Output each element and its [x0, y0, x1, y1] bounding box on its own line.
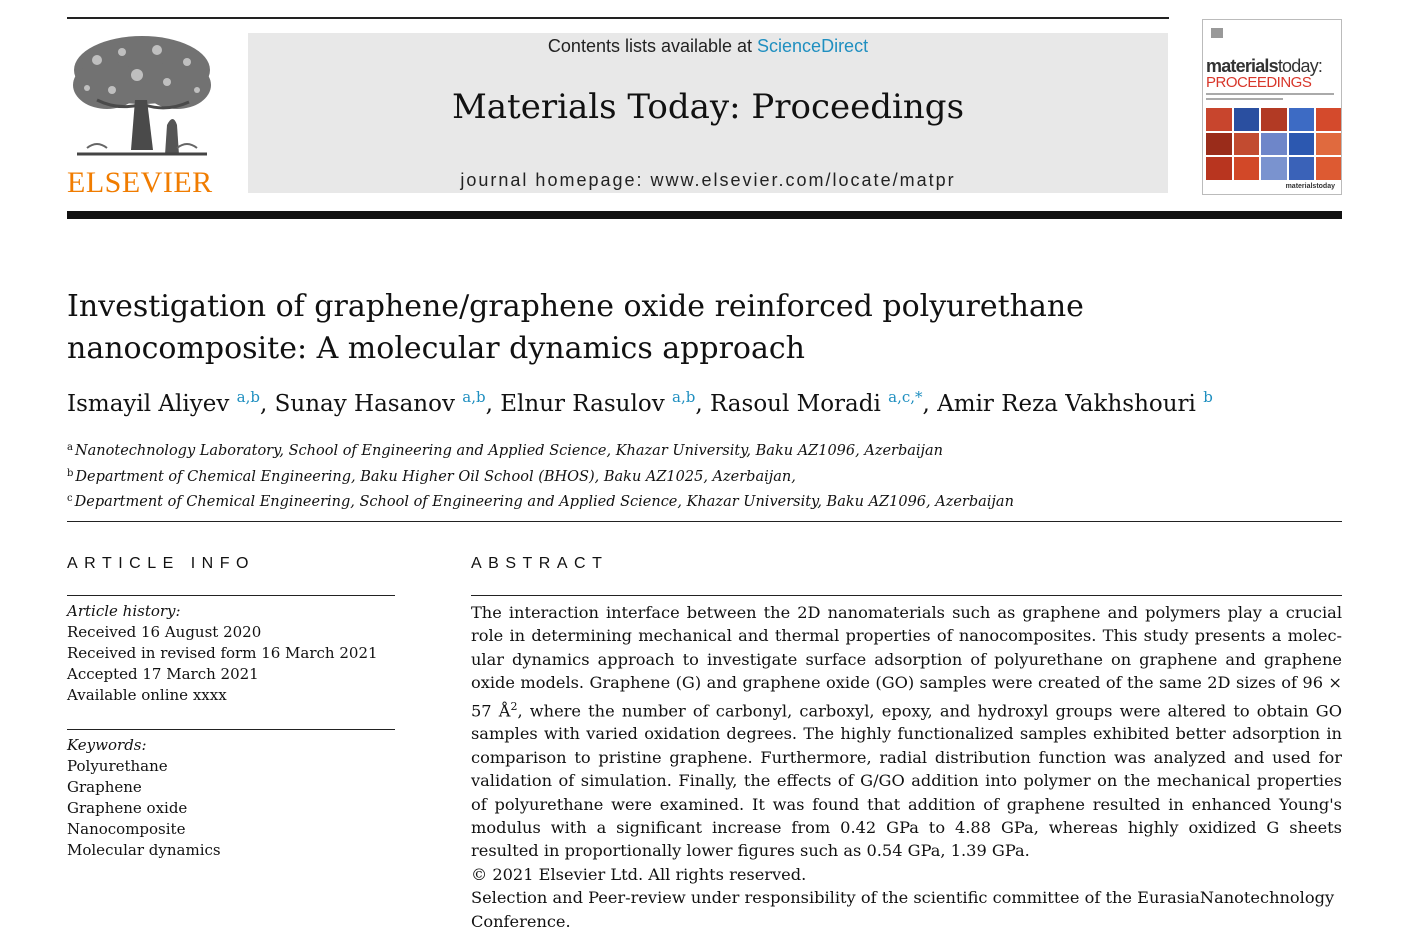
cover-tile — [1261, 108, 1287, 131]
keyword[interactable]: Graphene oxide — [67, 799, 188, 817]
article-info-heading: ARTICLE INFO — [67, 555, 255, 572]
contents-line — [248, 36, 1168, 57]
cover-tile — [1261, 157, 1287, 180]
affiliation-key: c — [67, 493, 73, 504]
keyword[interactable]: Graphene — [67, 778, 142, 796]
author-affiliation-marker[interactable]: a,b — [672, 388, 696, 406]
contents-prefix: Contents lists available at — [547, 36, 758, 56]
affiliation-key: a — [67, 442, 73, 453]
author-name[interactable]: Sunay Hasanov — [274, 391, 455, 417]
journal-homepage-link[interactable]: journal homepage: www.elsevier.com/locate/matpr — [460, 170, 956, 190]
cover-title-bold: materials — [1206, 56, 1278, 76]
history-entry: Received 16 August 2020 — [67, 623, 262, 641]
journal-cover[interactable] — [1202, 19, 1342, 195]
author-name[interactable]: Amir Reza Vakhshouri — [937, 391, 1196, 417]
author-affiliation-marker[interactable]: a,b — [236, 388, 260, 406]
history-entry: Received in revised form 16 March 2021 — [67, 644, 378, 662]
author-separator: , — [260, 391, 275, 417]
author-name[interactable]: Rasoul Moradi — [709, 391, 881, 417]
affiliation-key: b — [67, 467, 74, 479]
cover-tile — [1316, 108, 1342, 131]
keywords-label: Keywords: — [67, 736, 147, 754]
abstract-rule — [471, 595, 1342, 596]
affiliation-text: Department of Chemical Engineering, Baku Higher Oil School (BHOS), Baku AZ1025, Azerbaijan, — [75, 468, 796, 485]
keywords-rule — [67, 729, 395, 730]
affiliation — [67, 488, 1347, 514]
author-affiliation-marker[interactable]: b — [1203, 388, 1213, 406]
affiliation-text: Department of Chemical Engineering, School of Engineering and Applied Science, Khazar University, Baku AZ1096, Azerbaijan — [74, 494, 1014, 510]
cover-fineprint — [1206, 93, 1334, 105]
journal-title[interactable]: Materials Today: Proceedings — [451, 87, 965, 127]
author-separator: , — [922, 391, 938, 417]
peer-review-note: Selection and Peer-review under responsibility of the scientific committee of the EurasiaNanotechnology Conference. — [471, 888, 1335, 931]
elsevier-logo[interactable] — [67, 30, 217, 200]
abstract-part-2: , where the number of carbonyl, carboxyl, epoxy, and hydroxyl groups were altered to obtain GO samples with varied oxidation degrees. The highly functionalized samples exhibited better adsorption in comparison to pristine graphene. Furthermore, radial distribution function was analyzed and used for validation of simulation. Finally, the effects of G/GO addition into polymer on the mechanical properties of polyurethane were examined. It was found that addition of graphene resulted in enhanced Young's modulus with a significant increase from 0.42 GPa to 4.88 GPa, whereas highly oxidized G sheets resulted in proportionally lower figures such as 0.54 GPa, 1.39 GPa. — [471, 701, 1342, 861]
title-line-1: Investigation of graphene/graphene oxide reinforced polyurethane — [67, 289, 1084, 324]
top-rule — [67, 17, 1169, 19]
history-entry: Available online xxxx — [67, 686, 227, 704]
cover-tile — [1206, 133, 1232, 156]
sciencedirect-link[interactable]: ScienceDirect — [757, 36, 869, 56]
author-separator: , — [695, 391, 710, 417]
author-affiliation-marker[interactable]: a,c,* — [888, 388, 923, 406]
cover-tile — [1316, 157, 1342, 180]
author-affiliation-marker[interactable]: a,b — [462, 388, 486, 406]
abstract-heading: ABSTRACT — [471, 555, 609, 572]
cover-brand: materialstoday — [1285, 183, 1335, 190]
author-name[interactable]: Ismayil Aliyev — [67, 391, 230, 417]
info-rule — [67, 595, 395, 596]
author-separator: , — [485, 391, 501, 417]
header-rule — [67, 211, 1342, 219]
keyword[interactable]: Molecular dynamics — [67, 841, 221, 859]
cover-tile — [1234, 157, 1260, 180]
cover-tile — [1206, 157, 1232, 180]
cover-title-light: today: — [1277, 56, 1323, 76]
cover-tile — [1206, 108, 1232, 131]
article-title — [67, 286, 1267, 370]
keyword[interactable]: Nanocomposite — [67, 820, 186, 838]
keyword[interactable]: Polyurethane — [67, 757, 168, 775]
abstract-part-1: The interaction interface between the 2D nanomaterials such as graphene and polymers play a crucial role in determining mechanical and thermal properties of nanocomposites. This study presents a molec-ular dynamics approach to investigate surface adsorption of polyurethane on graphene and graphene oxide models. Graphene (G) and graphene oxide (GO) samples were created of the same 2D sizes of 96 × 57 Å — [471, 603, 1342, 721]
affiliation-list — [67, 437, 1347, 514]
affiliation — [67, 463, 1347, 489]
cover-tile — [1234, 108, 1260, 131]
title-line-2: nanocomposite: A molecular dynamics approach — [67, 331, 805, 366]
abstract-paragraph — [471, 601, 1342, 863]
history-label: Article history: — [67, 602, 181, 620]
cover-tile — [1289, 133, 1315, 156]
cover-logo-icon — [1211, 28, 1223, 38]
cover-tile — [1289, 157, 1315, 180]
tree-icon — [67, 30, 217, 165]
cover-tile — [1234, 133, 1260, 156]
affiliation — [67, 437, 1347, 463]
publisher-name: ELSEVIER — [67, 166, 213, 199]
cover-tile — [1289, 108, 1315, 131]
cover-subtitle: PROCEEDINGS — [1206, 74, 1312, 91]
abstract-body — [471, 601, 1342, 933]
author-list — [67, 388, 1347, 417]
cover-image-grid — [1206, 108, 1342, 180]
abstract-superscript: 2 — [510, 699, 518, 713]
journal-masthead — [248, 33, 1168, 193]
history-entry: Accepted 17 March 2021 — [67, 665, 259, 683]
keywords — [67, 735, 397, 861]
cover-tile — [1316, 133, 1342, 156]
article-history — [67, 601, 397, 706]
section-rule — [67, 521, 1342, 522]
copyright: © 2021 Elsevier Ltd. All rights reserved. — [471, 864, 807, 884]
affiliation-text: Nanotechnology Laboratory, School of Engineering and Applied Science, Khazar University, Baku AZ1096, Azerbaijan — [74, 443, 944, 459]
cover-tile — [1261, 133, 1287, 156]
author-name[interactable]: Elnur Rasulov — [500, 391, 665, 417]
